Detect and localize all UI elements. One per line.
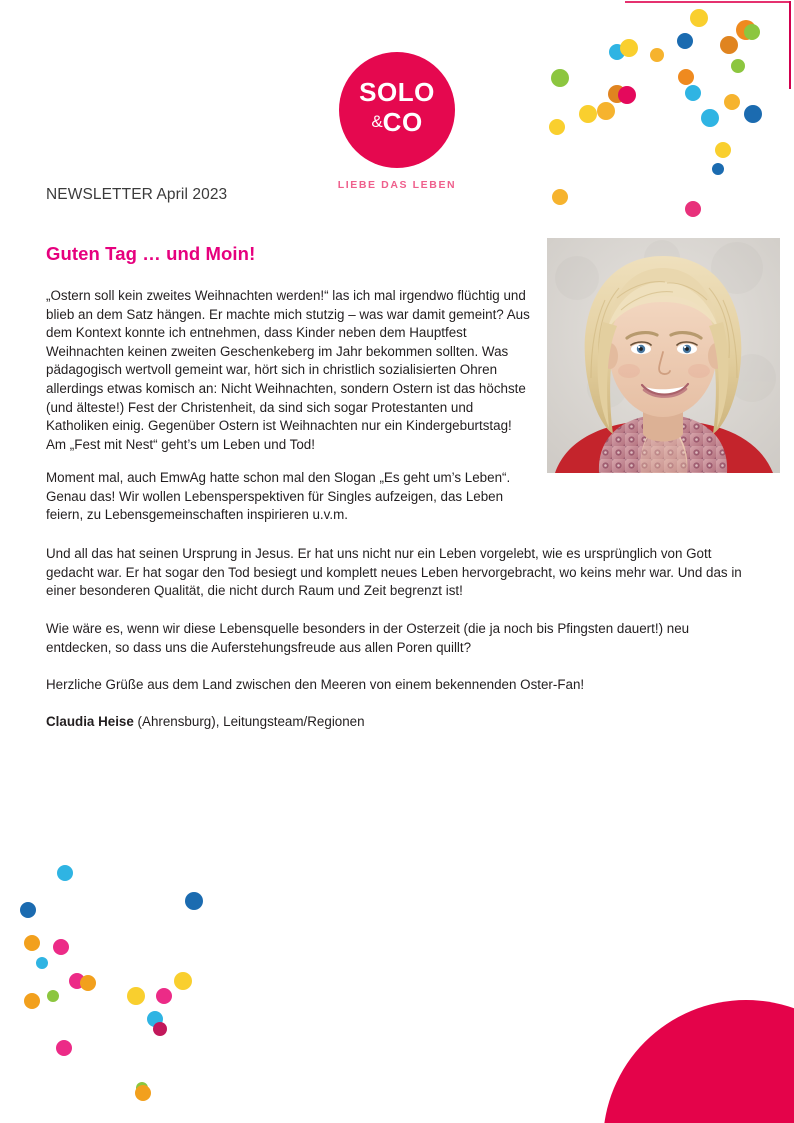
confetti-dot: [156, 988, 172, 1004]
logo-text-solo: SOLO: [359, 77, 435, 107]
confetti-dot: [685, 85, 701, 101]
confetti-dot: [650, 48, 664, 62]
confetti-dot: [685, 201, 701, 217]
confetti-dot: [736, 20, 756, 40]
article-paragraph-2: Moment mal, auch EmwAg hatte schon mal den Slogan „Es geht um’s Leben“. Genau das! Wir wollen Lebensperspektiven für Singles aufzeigen, das Leben feiern, zu Lebensgemeinschaften inspirieren u.v.m.: [46, 470, 511, 523]
confetti-dot: [174, 972, 192, 990]
confetti-dot: [127, 987, 145, 1005]
confetti-dot: [57, 865, 73, 881]
logo-tagline: LIEBE DAS LEBEN: [337, 179, 457, 191]
confetti-dot: [712, 163, 724, 175]
confetti-dot: [720, 36, 738, 54]
confetti-dot: [744, 105, 762, 123]
frame-top-line: [625, 1, 791, 3]
confetti-dot: [724, 94, 740, 110]
confetti-dot: [715, 142, 731, 158]
article-paragraph-1: „Ostern soll kein zweites Weihnachten werden!“ las ich mal irgendwo flüchtig und blieb an dem Satz hängen. Er machte mich stutzig – was war damit gemeint? Aus dem Kontext konnte ich entnehmen, dass Kinder neben dem Hauptfest Weihnachten keinen zweiten Geschenkeberg im Jahr bekommen sollten. Was pädagogisch wertvoll gemeint war, hört sich in christlich sozialisierten Ohren allerdings etwas komisch an: Nicht Weihnachten, sondern Ostern ist das höchste (und älteste!) Fest der Christenheit, da sind sich sogar Protestanten und Katholiken einig. Gegenüber Ostern ist Weihnachten nur ein Kindergeburtstag! Am „Fest mit Nest“ geht’s um Leben und Tod!: [46, 288, 530, 452]
confetti-dot: [620, 39, 638, 57]
confetti-dot: [185, 892, 203, 910]
confetti-dot: [731, 59, 745, 73]
confetti-dot: [549, 119, 565, 135]
frame-right-line: [789, 1, 791, 89]
confetti-dot: [678, 69, 694, 85]
confetti-dot: [47, 990, 59, 1002]
confetti-dot: [618, 86, 636, 104]
confetti-dot: [56, 1040, 72, 1056]
confetti-dot: [36, 957, 48, 969]
confetti-dot: [579, 105, 597, 123]
brand-logo: [337, 52, 457, 191]
author-portrait-photo: [547, 238, 780, 473]
article-paragraph-4: Wie wäre es, wenn wir diese Lebensquelle besonders in der Osterzeit (die ja noch bis Pfingsten dauert!) neu entdecken, so dass uns die Auferstehungsfreude aus allen Poren quillt?: [46, 621, 690, 655]
author-role: (Ahrensburg), Leitungsteam/Regionen: [133, 714, 365, 729]
logo-text-and-co: [339, 109, 455, 135]
article-paragraph-5: Herzliche Grüße aus dem Land zwischen den Meeren von einem bekennenden Oster-Fan!: [46, 677, 585, 692]
confetti-dot: [608, 85, 626, 103]
accent-circle-bottom-right: [603, 1000, 794, 1123]
confetti-dot: [24, 993, 40, 1009]
page-title: Guten Tag … und Moin!: [46, 243, 256, 264]
confetti-dot: [551, 69, 569, 87]
confetti-dot: [69, 973, 85, 989]
confetti-dot: [597, 102, 615, 120]
author-signature: [46, 713, 748, 732]
confetti-dot: [20, 902, 36, 918]
confetti-dot: [147, 1011, 163, 1027]
confetti-dot: [744, 24, 760, 40]
confetti-dot: [677, 33, 693, 49]
author-name: Claudia Heise: [46, 714, 134, 729]
confetti-dot: [24, 935, 40, 951]
logo-text-co: CO: [382, 107, 423, 137]
confetti-dot: [690, 9, 708, 27]
logo-ampersand: &: [371, 112, 383, 131]
article-paragraph-3: Und all das hat seinen Ursprung in Jesus. Er hat uns nicht nur ein Leben vorgelebt, wie es ursprünglich von Gott gedacht war. Er hat sogar den Tod besiegt und komplett neues Leben hervorgebracht, wo keins mehr war. Und das in einer besonderen Qualität, die nicht durch Raum und Zeit begrenzt ist!: [46, 546, 742, 599]
confetti-dot: [136, 1082, 148, 1094]
confetti-dot: [701, 109, 719, 127]
confetti-dot: [552, 189, 568, 205]
newsletter-label: NEWSLETTER April 2023: [46, 186, 228, 203]
confetti-dot: [609, 44, 625, 60]
confetti-dot: [135, 1085, 151, 1101]
confetti-dot: [80, 975, 96, 991]
confetti-dot: [153, 1022, 167, 1036]
logo-circle: [339, 52, 455, 168]
confetti-dot: [53, 939, 69, 955]
